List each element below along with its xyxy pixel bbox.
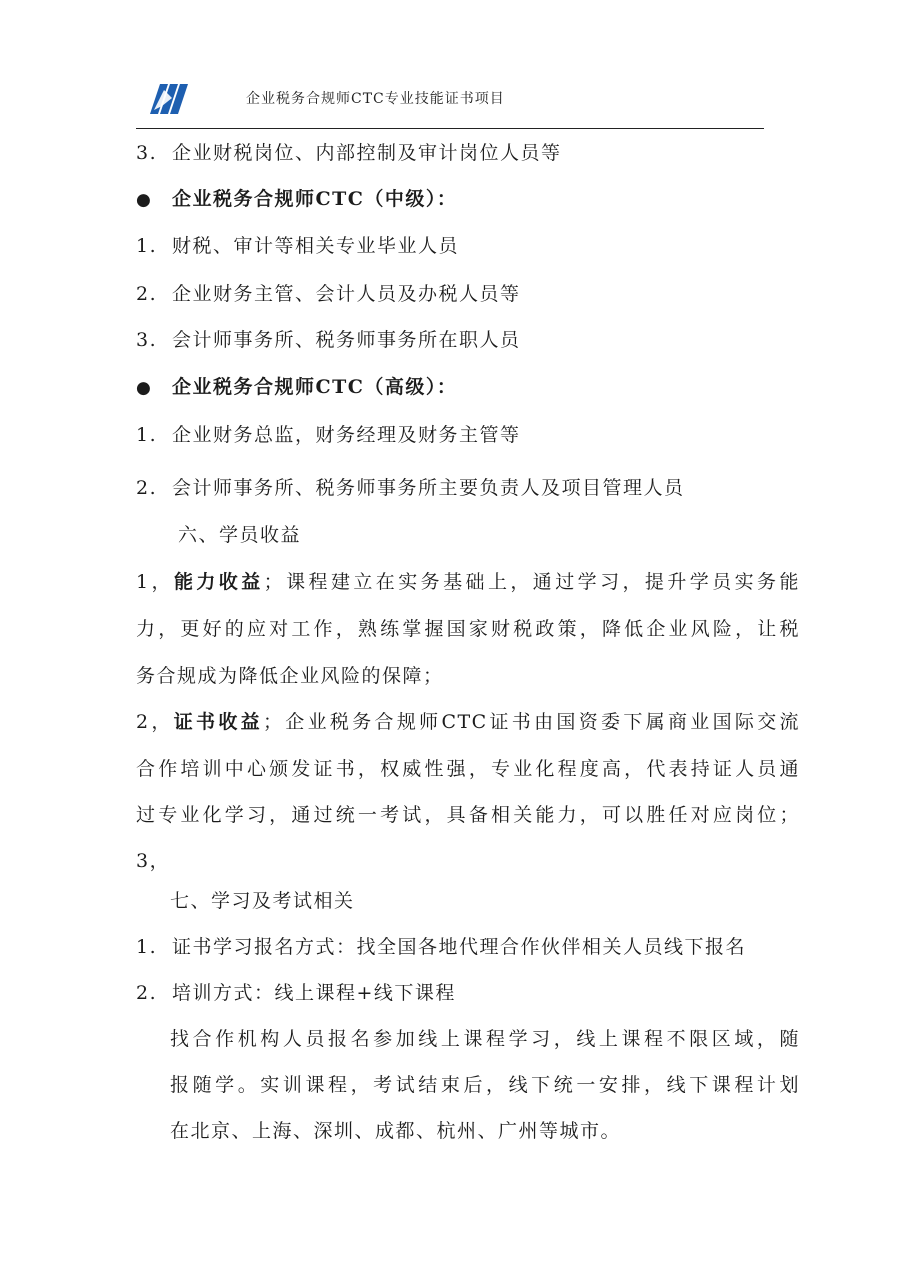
bullet-icon: ● (136, 378, 153, 398)
list-item: 2. 企业财务主管、会计人员及办税人员等 (136, 283, 521, 305)
paragraph-line: 力，更好的应对工作，熟练掌握国家财税政策，降低企业风险，让税 (136, 618, 800, 640)
bullet-icon: ● (136, 190, 153, 210)
list-item: 1. 财税、审计等相关专业毕业人员 (136, 235, 460, 257)
list-item: 3. 企业财税岗位、内部控制及审计岗位人员等 (136, 142, 562, 164)
list-item: 2. 培训方式：线上课程+线下课程 (136, 982, 456, 1004)
bullet-heading-advanced: ● 企业税务合规师CTC（高级）： (136, 376, 458, 398)
list-item: 2. 会计师事务所、税务师事务所主要负责人及项目管理人员 (136, 477, 685, 499)
paragraph-line: 3， (136, 850, 171, 872)
header-title: 企业税务合规师CTC专业技能证书项目 (246, 91, 505, 107)
paragraph-line: 2，证书收益；企业税务合规师CTC证书由国资委下属商业国际交流 (136, 711, 801, 733)
paragraph-line: 在北京、上海、深圳、成都、杭州、广州等城市。 (170, 1120, 622, 1142)
paragraph-line: 过专业化学习，通过统一考试，具备相关能力，可以胜任对应岗位； (136, 804, 800, 826)
paragraph-line: 找合作机构人员报名参加线上课程学习，线上课程不限区域，随 (170, 1028, 800, 1050)
paragraph-line: 合作培训中心颁发证书，权威性强，专业化程度高，代表持证人员通 (136, 758, 800, 780)
bullet-heading-intermediate: ● 企业税务合规师CTC（中级）： (136, 188, 458, 210)
paragraph-line: 1，能力收益；课程建立在实务基础上，通过学习，提升学员实务能 (136, 571, 800, 593)
list-item: 1. 企业财务总监，财务经理及财务主管等 (136, 424, 521, 446)
section-heading-benefits: 六、学员收益 (178, 524, 302, 546)
section-heading-study-exam: 七、学习及考试相关 (170, 890, 355, 912)
paragraph-line: 务合规成为降低企业风险的保障； (136, 665, 444, 687)
paragraph-line: 报随学。实训课程，考试结束后，线下统一安排，线下课程计划 (170, 1074, 800, 1096)
company-logo-icon (148, 80, 188, 114)
page-header (136, 72, 764, 129)
list-item: 3. 会计师事务所、税务师事务所在职人员 (136, 329, 521, 351)
list-item: 1. 证书学习报名方式：找全国各地代理合作伙伴相关人员线下报名 (136, 936, 747, 958)
